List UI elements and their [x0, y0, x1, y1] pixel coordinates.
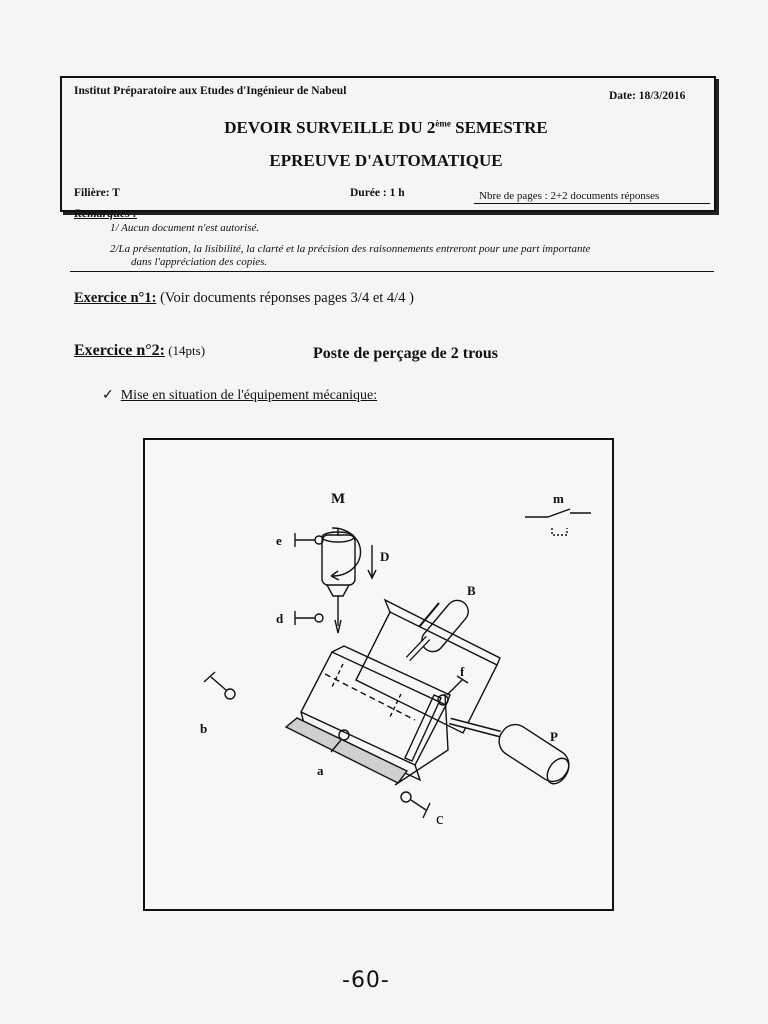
duree: Durée : 1 h: [350, 187, 405, 199]
workpiece-axis: [325, 674, 415, 720]
situation-label: Mise en situation de l'équipement mécanique:: [120, 388, 378, 403]
sensor-f-line: [447, 679, 463, 695]
exercise-1-label: Exercice n°1:: [74, 290, 157, 306]
drill-chuck: [327, 585, 349, 596]
sensor-c-line: [411, 800, 426, 810]
institute-name: Institut Préparatoire aux Etudes d'Ingénieur de Nabeul: [74, 85, 347, 97]
situation-heading: [102, 387, 377, 404]
workpiece-top: [301, 652, 446, 765]
sensor-c-circle: [401, 792, 411, 802]
page-count-underline: [474, 203, 710, 204]
workpiece-back-jaw: [332, 646, 450, 705]
label-M: M: [331, 491, 346, 507]
switch-m-contact: [548, 509, 570, 517]
drilling-station-diagram: [145, 440, 612, 909]
label-P: P: [550, 729, 558, 744]
label-e: e: [276, 533, 282, 548]
remark-2-continued: dans l'appréciation des copies.: [131, 256, 268, 268]
exam-title-part1: DEVOIR SURVEILLE DU 2: [224, 118, 436, 137]
filiere: Filière: T: [74, 187, 120, 199]
exercise-2-title: Poste de perçage de 2 trous: [313, 345, 498, 362]
remarks-heading: Remarques :: [74, 206, 137, 220]
sensor-b-circle: [225, 689, 235, 699]
cylinder-b-body: [419, 603, 439, 627]
exam-subtitle: EPREUVE D'AUTOMATIQUE: [269, 151, 503, 170]
exercise-2-label: Exercice n°2:: [74, 342, 165, 359]
exercise-2: [74, 342, 205, 360]
cylinder-p-tube: [493, 719, 574, 787]
sensor-b-line: [211, 677, 226, 690]
cylinder-b-tube: [417, 596, 472, 656]
base-plate-back: [385, 600, 500, 665]
exam-title: [0, 118, 768, 138]
exercise-1: [74, 290, 414, 307]
cylinder-p-end: [543, 754, 573, 787]
sensor-c-bar: [423, 803, 430, 818]
exercise-2-points: (14pts): [164, 343, 206, 358]
page-count: Nbre de pages : 2+2 documents réponses: [479, 190, 660, 202]
exam-title-sup: ème: [435, 118, 451, 129]
drilling-station-figure: [143, 438, 614, 911]
label-c: c: [436, 809, 444, 828]
label-b: b: [200, 721, 208, 736]
remark-1: 1/ Aucun document n'est autorisé.: [110, 222, 260, 234]
check-icon: ✓: [102, 388, 114, 403]
exam-date: Date: 18/3/2016: [609, 90, 686, 102]
separator-rule: [70, 271, 714, 272]
vise-rail: [286, 718, 407, 783]
label-a: a: [317, 763, 324, 778]
remark-2: 2/La présentation, la lisibilité, la clarté et la précision des raisonnements entreront pour une part importante: [110, 243, 591, 255]
sensor-b-bar: [204, 672, 215, 682]
exercise-1-text: (Voir documents réponses pages 3/4 et 4/4 ): [156, 290, 414, 306]
label-m: m: [553, 491, 564, 506]
label-B: B: [467, 583, 476, 598]
label-d: d: [276, 611, 284, 626]
sensor-d-circle: [315, 614, 323, 622]
label-D: D: [380, 549, 390, 564]
label-f: f: [460, 664, 465, 679]
page-number: -60-: [342, 968, 390, 993]
exam-title-part2: SEMESTRE: [450, 118, 548, 137]
clamp-jaw: [405, 695, 441, 761]
switch-m-bracket: [552, 528, 567, 535]
hole-axis-1: [331, 664, 343, 689]
cylinder-p-rod: [450, 721, 500, 734]
